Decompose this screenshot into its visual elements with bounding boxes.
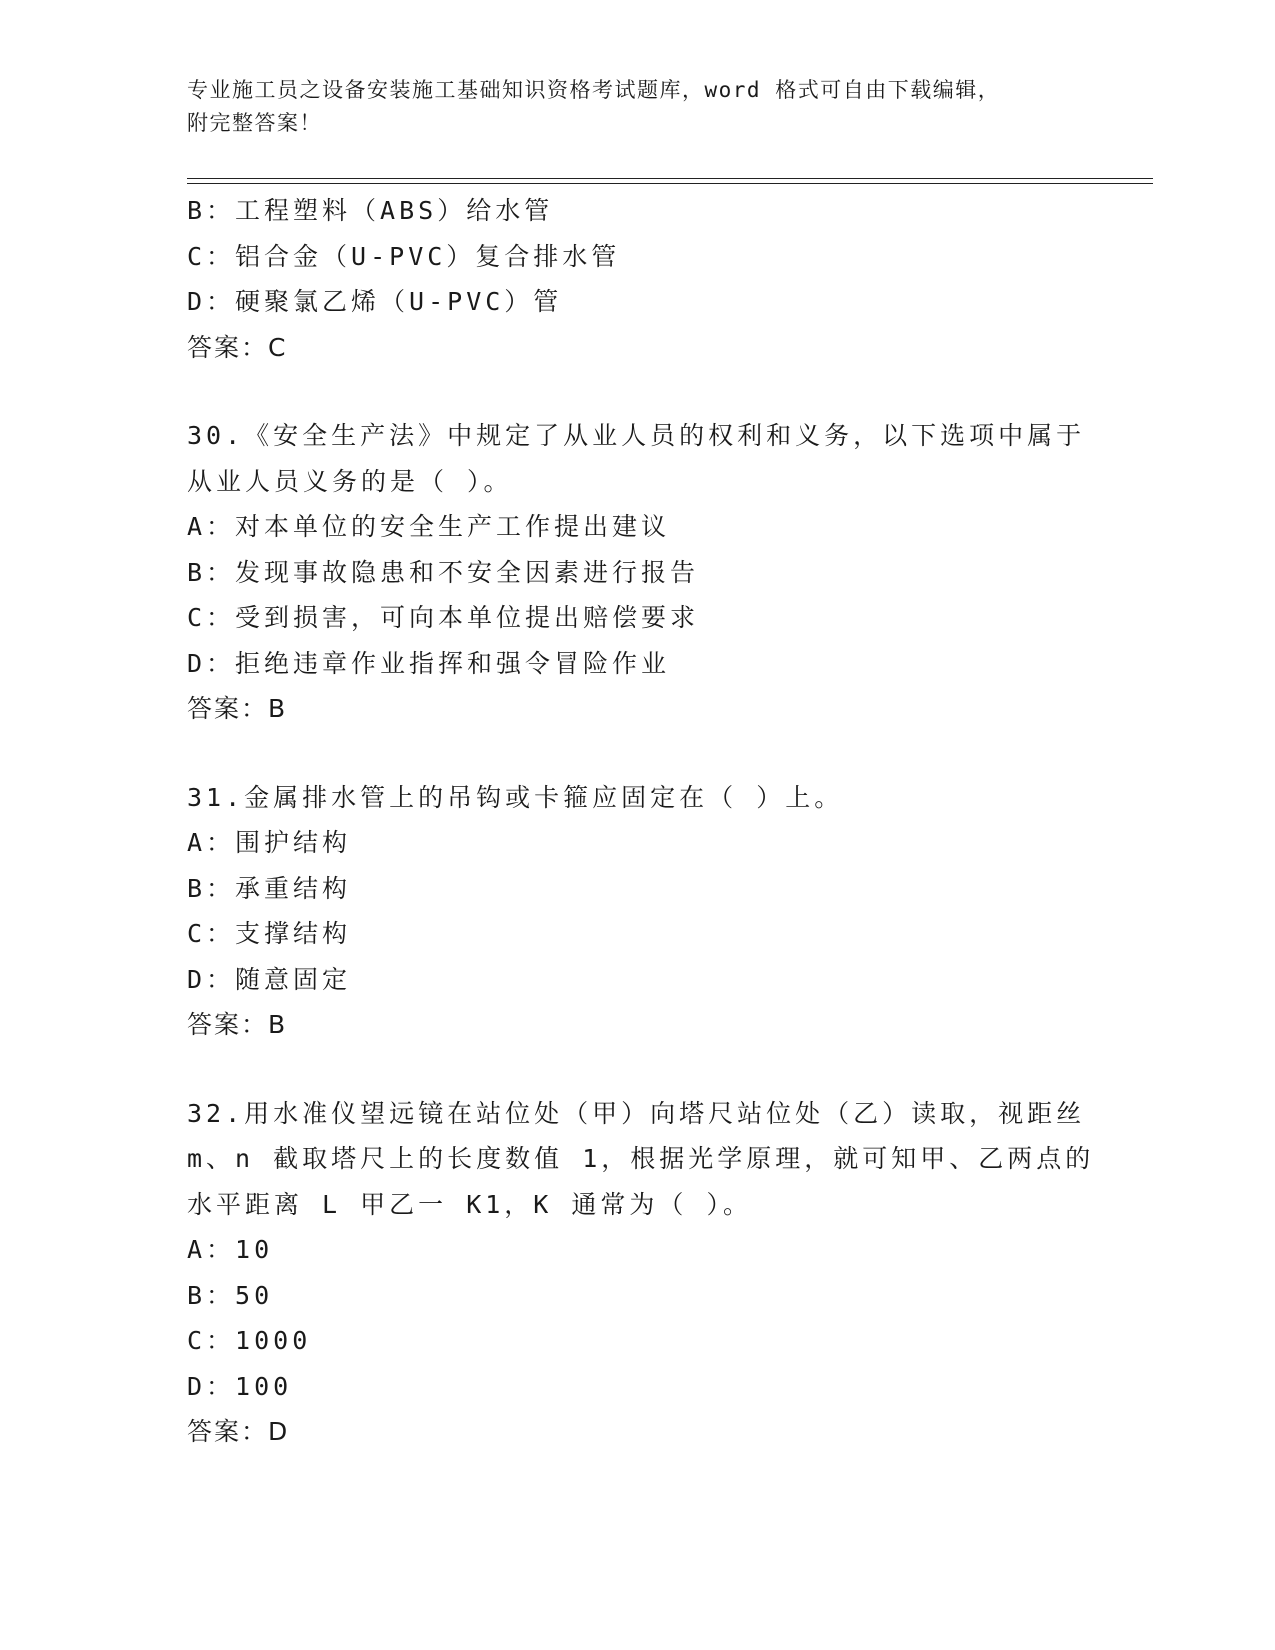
- document-header: [187, 74, 1067, 140]
- option-d: D：硬聚氯乙烯（U-PVC）管: [187, 287, 563, 316]
- option-a: A：10: [187, 1235, 274, 1264]
- question-stem-line: 水平距离 L 甲乙一 K1，K 通常为（ ）。: [187, 1189, 752, 1219]
- answer-label: 答案：B: [187, 1010, 288, 1039]
- question-32: [187, 1091, 1095, 1455]
- option-a: A：对本单位的安全生产工作提出建议: [187, 512, 671, 541]
- header-line-1: 专业施工员之设备安装施工基础知识资格考试题库，word 格式可自由下载编辑，: [187, 78, 1001, 102]
- option-b: B：承重结构: [187, 873, 352, 903]
- answer-label: 答案：B: [187, 694, 288, 723]
- spacer: [187, 732, 1087, 775]
- option-b: B：工程塑料（ABS）给水管: [187, 196, 554, 225]
- option-a: A：围护结构: [187, 828, 352, 857]
- option-c: C：支撑结构: [187, 919, 352, 948]
- option-d: D：随意固定: [187, 964, 352, 994]
- option-c: C：铝合金（U-PVC）复合排水管: [187, 241, 621, 271]
- header-divider: [187, 178, 1153, 184]
- question-31: [187, 775, 1087, 1048]
- question-list: [187, 188, 1095, 1455]
- answer-label: 答案：C: [187, 332, 288, 362]
- question-stem-line: m、n 截取塔尺上的长度数值 1，根据光学原理，就可知甲、乙两点的: [187, 1144, 1095, 1173]
- option-b: B：发现事故隐患和不安全因素进行报告: [187, 557, 700, 587]
- option-d: D：100: [187, 1371, 293, 1401]
- question-29: [187, 188, 1087, 370]
- question-stem-line: 30.《安全生产法》中规定了从业人员的权利和义务，以下选项中属于: [187, 421, 1086, 450]
- spacer: [187, 1048, 1087, 1091]
- option-c: C：受到损害，可向本单位提出赔偿要求: [187, 603, 700, 632]
- header-line-2: 附完整答案！: [187, 111, 322, 135]
- option-b: B：50: [187, 1280, 274, 1310]
- question-stem-line: 32.用水准仪望远镜在站位处（甲）向塔尺站位处（乙）读取，视距丝: [187, 1098, 1086, 1128]
- question-30: [187, 413, 1087, 732]
- question-stem-line: 从业人员义务的是（ ）。: [187, 466, 513, 496]
- spacer: [187, 370, 1087, 413]
- option-d: D：拒绝违章作业指挥和强令冒险作业: [187, 648, 671, 678]
- answer-label: 答案：D: [187, 1417, 290, 1446]
- option-c: C：1000: [187, 1326, 312, 1355]
- question-stem-line: 31.金属排水管上的吊钩或卡箍应固定在（ ）上。: [187, 782, 844, 812]
